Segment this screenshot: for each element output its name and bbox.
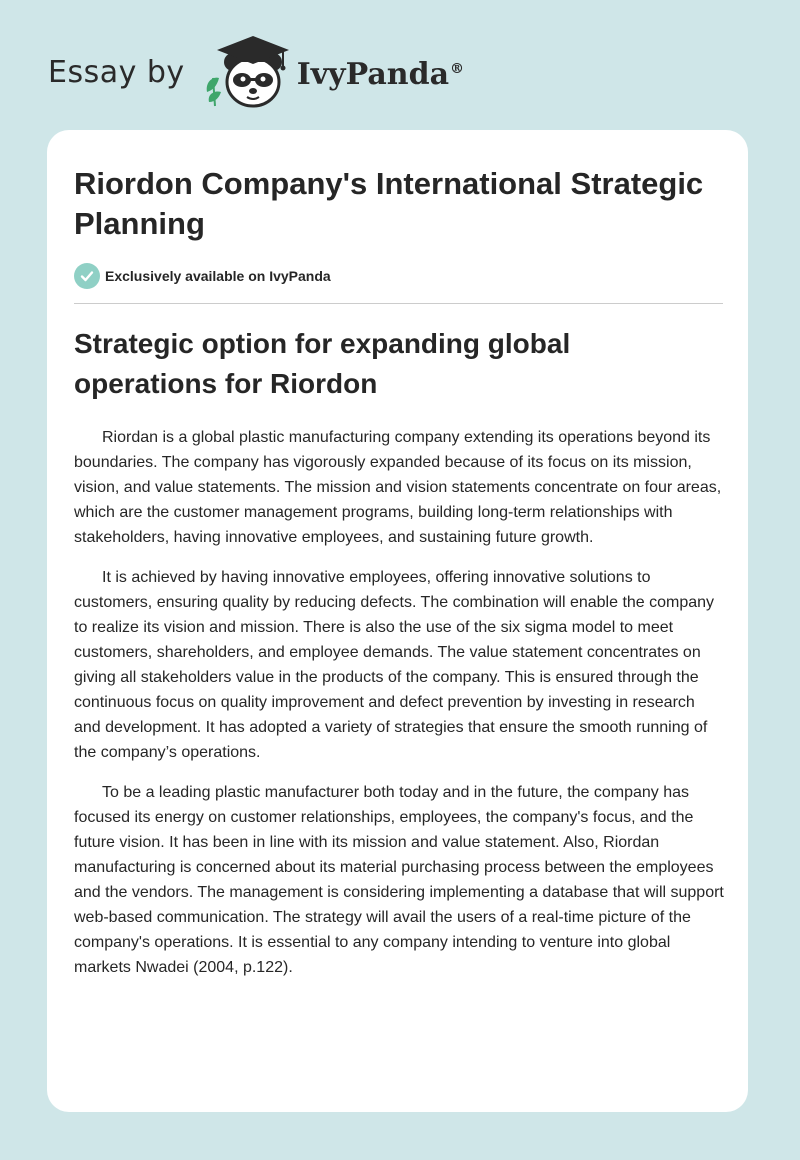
exclusive-label: Exclusively available on IvyPanda: [105, 268, 331, 284]
divider: [74, 303, 723, 304]
paragraph: Riordan is a global plastic manufacturing company extending its operations beyond its boundaries. The company has vigorously expanded because of its focus on its mission, vision, and value statements. The mission and vision statements concentrate on four areas, which are the customer management programs, building long-term relationships with stakeholders, having innovative employees, and sustaining future growth.: [74, 429, 722, 546]
paragraph: It is achieved by having innovative employees, offering innovative solutions to customers, ensuring quality by reducing defects. The combination will enable the company to realize its vision and mission. There is also the use of the six sigma model to meet customers, shareholders, and employee demands. The value statement concentrates on giving all stakeholders value in the products of the company. This is ensured through the continuous focus on quality improvement and defect prevention by investing in research and development. It has adopted a variety of strategies that ensure the smooth running of the company’s operations.: [74, 569, 715, 761]
section-heading: Strategic option for expanding global operations for Riordon: [74, 328, 571, 399]
registered-mark: ®: [450, 60, 465, 77]
essay-title: Riordon Company's International Strategic Planning: [74, 166, 704, 241]
essay-by-label: Essay by: [48, 54, 185, 90]
essay-card: [47, 130, 748, 1112]
brand-name[interactable]: [297, 57, 464, 92]
brand-name-text: IvyPanda: [296, 56, 450, 92]
site-header: [48, 34, 464, 110]
exclusive-badge: [74, 263, 331, 289]
paragraph: To be a leading plastic manufacturer both today and in the future, the company has focused its energy on customer relationships, employees, the company's focus, and the future vision. It has been in line with its mission and value statement. Also, Riordan manufacturing is concerned about its material purchasing process between the employees and the vendors. The management is considering implementing a database that will support web-based communication. The strategy will avail the users of a real-time picture of the company's operations. It is essential to any company intending to venture into global markets Nwadei (2004, p.122).: [74, 784, 724, 976]
panda-graduate-icon[interactable]: [203, 34, 295, 110]
check-circle-icon: [74, 263, 100, 289]
essay-body: [74, 425, 724, 995]
